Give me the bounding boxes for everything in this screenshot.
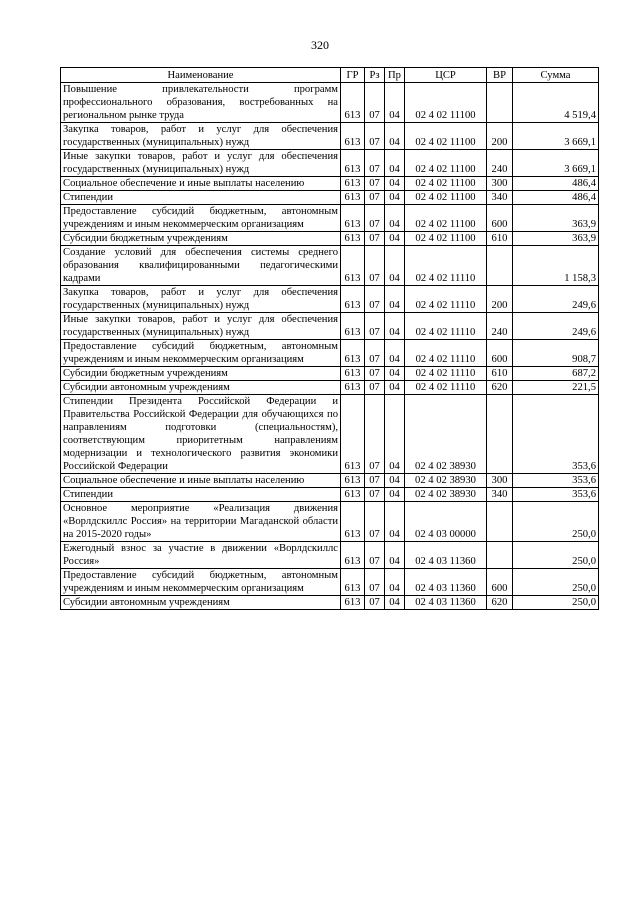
cell-csr: 02 4 02 11110 <box>405 340 487 367</box>
cell-name: Ежегодный взнос за участие в движении «Ворлдскиллс Россия» <box>61 542 341 569</box>
cell-gr: 613 <box>341 474 365 488</box>
cell-rz: 07 <box>365 542 385 569</box>
cell-name: Субсидии автономным учреждениям <box>61 381 341 395</box>
cell-sum: 363,9 <box>513 205 599 232</box>
cell-name: Предоставление субсидий бюджетным, автономным учреждениям и иным некоммерческим организациям <box>61 569 341 596</box>
cell-sum: 250,0 <box>513 596 599 610</box>
cell-csr: 02 4 02 11110 <box>405 313 487 340</box>
cell-vr: 600 <box>487 340 513 367</box>
table-row <box>61 474 599 488</box>
cell-gr: 613 <box>341 123 365 150</box>
header-gr: ГР <box>341 68 365 83</box>
budget-table <box>60 67 599 610</box>
cell-rz: 07 <box>365 191 385 205</box>
cell-rz: 07 <box>365 596 385 610</box>
cell-sum: 687,2 <box>513 367 599 381</box>
cell-rz: 07 <box>365 569 385 596</box>
cell-csr: 02 4 03 11360 <box>405 596 487 610</box>
cell-vr: 240 <box>487 313 513 340</box>
table-row <box>61 83 599 123</box>
cell-csr: 02 4 02 11100 <box>405 191 487 205</box>
cell-name: Социальное обеспечение и иные выплаты населению <box>61 474 341 488</box>
cell-pr: 04 <box>385 474 405 488</box>
cell-csr: 02 4 02 38930 <box>405 474 487 488</box>
cell-name: Предоставление субсидий бюджетным, автономным учреждениям и иным некоммерческим организациям <box>61 340 341 367</box>
cell-sum: 486,4 <box>513 177 599 191</box>
cell-sum: 4 519,4 <box>513 83 599 123</box>
cell-sum: 250,0 <box>513 569 599 596</box>
cell-pr: 04 <box>385 395 405 474</box>
cell-csr: 02 4 02 38930 <box>405 395 487 474</box>
cell-rz: 07 <box>365 205 385 232</box>
cell-vr: 600 <box>487 205 513 232</box>
table-header-row <box>61 68 599 83</box>
cell-vr <box>487 246 513 286</box>
cell-pr: 04 <box>385 313 405 340</box>
cell-rz: 07 <box>365 246 385 286</box>
cell-vr: 610 <box>487 232 513 246</box>
cell-name: Закупка товаров, работ и услуг для обеспечения государственных (муниципальных) нужд <box>61 123 341 150</box>
table-row <box>61 177 599 191</box>
cell-pr: 04 <box>385 569 405 596</box>
cell-vr: 240 <box>487 150 513 177</box>
cell-vr: 200 <box>487 123 513 150</box>
cell-gr: 613 <box>341 395 365 474</box>
cell-csr: 02 4 02 11100 <box>405 83 487 123</box>
cell-rz: 07 <box>365 367 385 381</box>
header-name: Наименование <box>61 68 341 83</box>
header-pr: Пр <box>385 68 405 83</box>
cell-rz: 07 <box>365 313 385 340</box>
table-row <box>61 488 599 502</box>
cell-pr: 04 <box>385 367 405 381</box>
table-row <box>61 150 599 177</box>
cell-name: Социальное обеспечение и иные выплаты населению <box>61 177 341 191</box>
cell-sum: 249,6 <box>513 286 599 313</box>
cell-gr: 613 <box>341 83 365 123</box>
cell-csr: 02 4 02 11110 <box>405 381 487 395</box>
cell-sum: 353,6 <box>513 488 599 502</box>
cell-sum: 221,5 <box>513 381 599 395</box>
table-row <box>61 367 599 381</box>
cell-sum: 486,4 <box>513 191 599 205</box>
table-row <box>61 542 599 569</box>
cell-name: Иные закупки товаров, работ и услуг для обеспечения государственных (муниципальных) нужд <box>61 313 341 340</box>
cell-rz: 07 <box>365 286 385 313</box>
cell-vr <box>487 542 513 569</box>
cell-name: Субсидии бюджетным учреждениям <box>61 232 341 246</box>
cell-vr: 610 <box>487 367 513 381</box>
cell-sum: 3 669,1 <box>513 150 599 177</box>
table-row <box>61 596 599 610</box>
table-row <box>61 123 599 150</box>
cell-gr: 613 <box>341 381 365 395</box>
cell-gr: 613 <box>341 286 365 313</box>
cell-gr: 613 <box>341 177 365 191</box>
cell-vr <box>487 502 513 542</box>
cell-csr: 02 4 02 11100 <box>405 232 487 246</box>
cell-gr: 613 <box>341 542 365 569</box>
cell-name: Стипендии <box>61 191 341 205</box>
cell-csr: 02 4 02 11100 <box>405 205 487 232</box>
cell-gr: 613 <box>341 340 365 367</box>
cell-name: Субсидии автономным учреждениям <box>61 596 341 610</box>
cell-sum: 3 669,1 <box>513 123 599 150</box>
cell-rz: 07 <box>365 123 385 150</box>
cell-pr: 04 <box>385 381 405 395</box>
cell-pr: 04 <box>385 83 405 123</box>
cell-name: Закупка товаров, работ и услуг для обеспечения государственных (муниципальных) нужд <box>61 286 341 313</box>
cell-vr <box>487 83 513 123</box>
cell-name: Стипендии <box>61 488 341 502</box>
cell-csr: 02 4 03 11360 <box>405 569 487 596</box>
cell-sum: 908,7 <box>513 340 599 367</box>
cell-vr: 300 <box>487 474 513 488</box>
table-row <box>61 395 599 474</box>
cell-csr: 02 4 02 11100 <box>405 123 487 150</box>
cell-pr: 04 <box>385 542 405 569</box>
cell-pr: 04 <box>385 177 405 191</box>
cell-rz: 07 <box>365 83 385 123</box>
cell-pr: 04 <box>385 488 405 502</box>
cell-pr: 04 <box>385 340 405 367</box>
cell-gr: 613 <box>341 367 365 381</box>
header-rz: Рз <box>365 68 385 83</box>
cell-rz: 07 <box>365 395 385 474</box>
table-row <box>61 191 599 205</box>
table-row <box>61 286 599 313</box>
cell-sum: 249,6 <box>513 313 599 340</box>
cell-rz: 07 <box>365 488 385 502</box>
cell-vr: 340 <box>487 488 513 502</box>
table-row <box>61 205 599 232</box>
cell-vr: 600 <box>487 569 513 596</box>
cell-rz: 07 <box>365 150 385 177</box>
header-csr: ЦСР <box>405 68 487 83</box>
cell-csr: 02 4 02 11110 <box>405 286 487 313</box>
header-sum: Сумма <box>513 68 599 83</box>
cell-name: Повышение привлекательности программ профессионального образования, востребованных на региональном рынке труда <box>61 83 341 123</box>
cell-pr: 04 <box>385 205 405 232</box>
cell-gr: 613 <box>341 205 365 232</box>
cell-vr: 620 <box>487 381 513 395</box>
cell-name: Основное мероприятие «Реализация движения «Ворлдскиллс Россия» на территории Магаданской области на 2015-2020 годы» <box>61 502 341 542</box>
cell-vr: 620 <box>487 596 513 610</box>
table-row <box>61 313 599 340</box>
cell-csr: 02 4 02 11100 <box>405 150 487 177</box>
cell-name: Субсидии бюджетным учреждениям <box>61 367 341 381</box>
cell-pr: 04 <box>385 286 405 313</box>
cell-gr: 613 <box>341 191 365 205</box>
cell-sum: 250,0 <box>513 542 599 569</box>
cell-sum: 363,9 <box>513 232 599 246</box>
cell-csr: 02 4 02 38930 <box>405 488 487 502</box>
cell-gr: 613 <box>341 596 365 610</box>
cell-csr: 02 4 02 11110 <box>405 246 487 286</box>
table-row <box>61 569 599 596</box>
cell-pr: 04 <box>385 246 405 286</box>
cell-pr: 04 <box>385 150 405 177</box>
cell-name: Иные закупки товаров, работ и услуг для обеспечения государственных (муниципальных) нужд <box>61 150 341 177</box>
table-row <box>61 246 599 286</box>
cell-rz: 07 <box>365 502 385 542</box>
cell-gr: 613 <box>341 246 365 286</box>
cell-csr: 02 4 03 11360 <box>405 542 487 569</box>
cell-pr: 04 <box>385 123 405 150</box>
cell-sum: 250,0 <box>513 502 599 542</box>
cell-rz: 07 <box>365 177 385 191</box>
cell-gr: 613 <box>341 488 365 502</box>
cell-name: Создание условий для обеспечения системы среднего образования квалифицированными педагогическими кадрами <box>61 246 341 286</box>
cell-vr: 300 <box>487 177 513 191</box>
cell-csr: 02 4 02 11100 <box>405 177 487 191</box>
cell-csr: 02 4 02 11110 <box>405 367 487 381</box>
cell-csr: 02 4 03 00000 <box>405 502 487 542</box>
cell-vr: 340 <box>487 191 513 205</box>
cell-rz: 07 <box>365 232 385 246</box>
table-row <box>61 340 599 367</box>
cell-gr: 613 <box>341 150 365 177</box>
cell-vr: 200 <box>487 286 513 313</box>
cell-rz: 07 <box>365 340 385 367</box>
page-number: 320 <box>311 38 329 52</box>
cell-sum: 1 158,3 <box>513 246 599 286</box>
cell-gr: 613 <box>341 569 365 596</box>
cell-gr: 613 <box>341 502 365 542</box>
table-row <box>61 502 599 542</box>
cell-pr: 04 <box>385 596 405 610</box>
table-row <box>61 232 599 246</box>
cell-name: Предоставление субсидий бюджетным, автономным учреждениям и иным некоммерческим организациям <box>61 205 341 232</box>
cell-name: Стипендии Президента Российской Федерации и Правительства Российской Федерации для обучающихся по направлениям подготовки (специальностям), соответствующим приоритетным направлениям модернизации и технологического развития экономики Российской Федерации <box>61 395 341 474</box>
cell-sum: 353,6 <box>513 395 599 474</box>
cell-pr: 04 <box>385 232 405 246</box>
header-vr: ВР <box>487 68 513 83</box>
cell-rz: 07 <box>365 474 385 488</box>
cell-pr: 04 <box>385 502 405 542</box>
cell-vr <box>487 395 513 474</box>
cell-gr: 613 <box>341 313 365 340</box>
cell-rz: 07 <box>365 381 385 395</box>
cell-sum: 353,6 <box>513 474 599 488</box>
table-row <box>61 381 599 395</box>
cell-gr: 613 <box>341 232 365 246</box>
cell-pr: 04 <box>385 191 405 205</box>
